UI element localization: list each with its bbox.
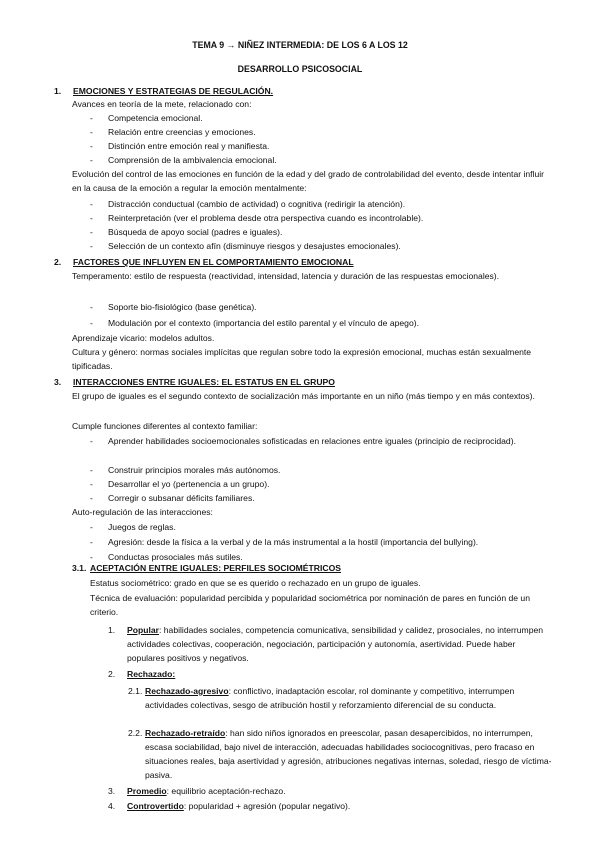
section-1-heading: 1. EMOCIONES Y ESTRATEGIAS DE REGULACIÓN. xyxy=(54,86,274,96)
section-3-1-heading: 3.1. ACEPTACIÓN ENTRE IGUALES: PERFILES SOCIOMÉTRICOS xyxy=(72,563,341,573)
page-title: TEMA 9 → NIÑEZ INTERMEDIA: DE LOS 6 A LOS 12 xyxy=(192,40,408,50)
s1-paragraph: Evolución del control de las emociones en función de la edad y del grado de controlabilidad del evento, desde intentar influir en la causa de la emoción a regular la emoción mentalmente: xyxy=(72,169,545,193)
section-2-heading: 2. FACTORES QUE INFLUYEN EN EL COMPORTAMIENTO EMOCIONAL xyxy=(54,257,354,267)
s2-cultura: Cultura y género: normas sociales implícitas que regulan sobre todo la expresión emocional, muchas están sexualmente tipificadas. xyxy=(72,347,532,371)
page-subtitle: DESARROLLO PSICOSOCIAL xyxy=(237,64,363,74)
s2-temperamento: Temperamento: estilo de respuesta (reactividad, intensidad, latencia y duración de las respuestas emocionales). xyxy=(72,271,500,281)
section-3-heading: 3. INTERACCIONES ENTRE IGUALES: EL ESTATUS EN EL GRUPO xyxy=(54,377,335,387)
document-page: TEMA 9 → NIÑEZ INTERMEDIA: DE LOS 6 A LOS 12 DESARROLLO PSICOSOCIAL 1. EMOCIONES Y ESTRATEGIAS DE REGULACIÓN. Avances en teoría de la mete, relacionado con: - Competencia emocional. - Relación entre creencias y emociones. - Distinción entre emoción real y manifiesta. - Comprensión de la ambivalencia emocional. Evolución del control de las emociones en función de la edad y del grado de controlabilidad del evento, desde intentar influir en la causa de la emoción a regular la emoción mentalmente: - Distracción conductual (cambio de actividad) o cognitiva (redirigir la atención). - Reinterpretación (ver el problema desde otra perspectiva cuando es incontrolable). - Búsqueda de apoyo social (padres e iguales). - Selección de un contexto afín (disminuye riesgos y desajustes emocionales). 2. FACTORES QUE INFLUYEN EN EL COMPORTAMIENTO EMOCIONAL Temperamento: estilo de respuesta (reactividad, intensidad, latencia y duración de las respuestas emocionales). - Soporte bio-fisiológico (base genética). - Modulación por el contexto (importancia del estilo parental y el vínculo de apego). Aprendizaje vicario: modelos adultos. Cultura y género: normas sociales implícitas que regulan sobre todo la expresión emocional, muchas están sexualmente tipificadas. 3. INTERACCIONES ENTRE IGUALES: EL ESTATUS EN EL GRUPO El grupo de iguales es el segundo contexto de socialización más importante en un niño (más tiempo y en más contextos). Cumple funciones diferentes al contexto familiar: - Aprender habilidades socioemocionales sofisticadas en relaciones entre iguales (principio de reciprocidad). - Construir principios morales más autónomos. - Desarrollar el yo (pertenencia a un grupo). - Corregir o subsanar déficits familiares. Auto-regulación de las interacciones: - Juegos de reglas. - Agresión: desde la física a la verbal y de la más instrumental a la hostil (importancia del bullying). - Conductas prosociales más sutiles. 3.1. ACEPTACIÓN ENTRE IGUALES: PERFILES SOCIOMÉTRICOS Estatus sociométrico: grado en que se es querido o rechazado en un grupo de iguales. Técnica de evaluación: popularidad percibida y popularidad sociométrica por nominación de pares en función de un criterio. 1. Popular: habilidades sociales, competencia comunicativa, sensibilidad y calidez, prosociales, no interrumpen actividades colectivas, cooperación, negociación, participación y autonomía, asertividad. Puede haber populares positivos y negativos. 2. Rechazado: 2.1. Rechazado-agresivo: conflictivo, inadaptación escolar, rol dominante y competitivo, interrumpen actividades colectivas, sesgo de atribución hostil y reforzamiento diferencial de su conducta. 2.2. Rechazado-retraído: han sido niños ignorados en preescolar, pasan desapercibidos, no interrumpen, escasa sociabilidad, bajo nivel de interacción, adecuadas habilidades sociocognitivas, pero fracaso en situaciones reales, baja asertividad y agresión, atribuciones negativas internas, soledad, riesgo de víctima-pasiva. 3. Promedio: equilibrio aceptación-rechazo. 4. Controvertido: popularidad + agresión (popular negativo). xyxy=(0,0,600,848)
s3-paragraph: El grupo de iguales es el segundo contexto de socialización más importante en un niño (más tiempo y en más contextos). xyxy=(72,391,535,401)
s31-tecnica: Técnica de evaluación: popularidad percibida y popularidad sociométrica por nominación de pares en función de un criterio. xyxy=(90,593,530,617)
s3-auto: Auto-regulación de las interacciones: xyxy=(72,507,213,517)
s2-vicario: Aprendizaje vicario: modelos adultos. xyxy=(72,333,215,343)
s3-cumple: Cumple funciones diferentes al contexto familiar: xyxy=(72,421,258,431)
s31-estatus: Estatus sociométrico: grado en que se es querido o rechazado en un grupo de iguales. xyxy=(90,578,421,588)
s1-intro: Avances en teoría de la mete, relacionado con: xyxy=(72,99,252,109)
